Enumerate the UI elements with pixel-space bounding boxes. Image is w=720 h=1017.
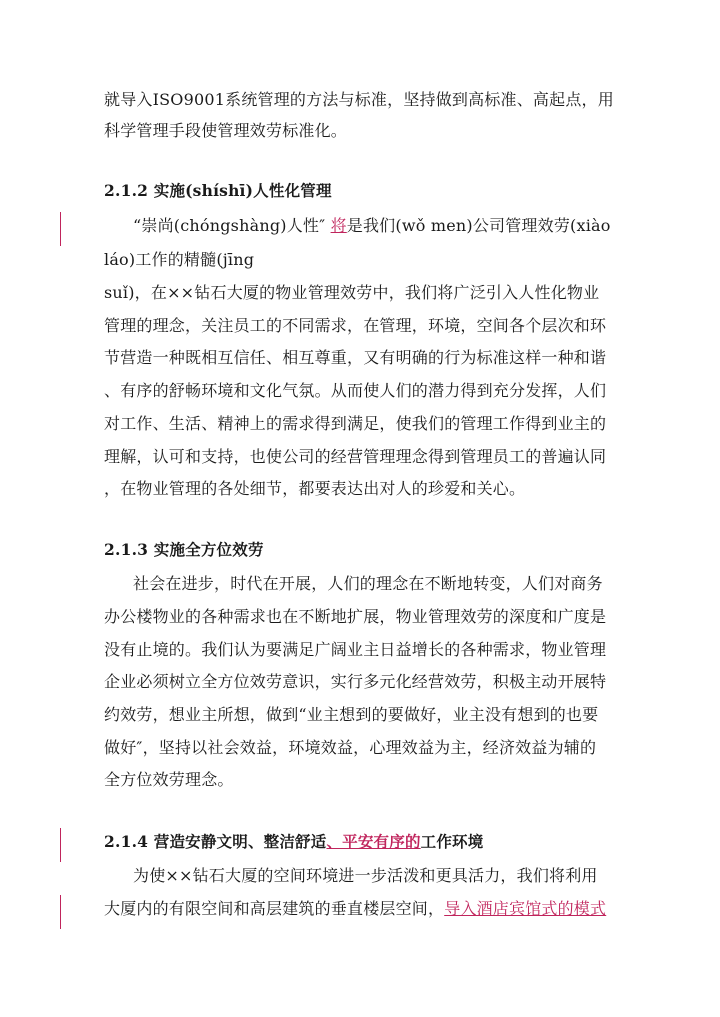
heading-text: 工作环境: [420, 832, 484, 851]
paragraph-line: 全方位效劳理念。: [104, 770, 234, 789]
paragraph-line: láo)工作的精髓(jīng: [104, 250, 255, 269]
paragraph-line: suǐ)，在××钻石大厦的物业管理效劳中，我们将广泛引入人性化物业: [104, 283, 600, 302]
paragraph-line: 办公楼物业的各种需求也在不断地扩展，物业管理效劳的深度和广度是: [104, 607, 607, 626]
paragraph-line: 理解，认可和支持，也使公司的经营管理理念得到管理员工的普遍认同: [104, 447, 607, 466]
paragraph-line: 没有止境的。我们认为要满足广阔业主日益增长的各种需求，物业管理: [104, 640, 607, 659]
revision-inserted-text: 将: [330, 216, 347, 235]
paragraph-line: 就导入ISO9001系统管理的方法与标准，坚持做到高标准、高起点，用: [104, 90, 614, 109]
paragraph-line: 约效劳，想业主所想，做到“业主想到的要做好，业主没有想到的也要: [104, 705, 599, 724]
paragraph-line: 管理的理念，关注员工的不同需求，在管理，环境，空间各个层次和环: [104, 316, 607, 335]
section-heading-2-1-3: 2.1.3 实施全方位效劳: [104, 540, 264, 559]
paragraph-line: 节营造一种既相互信任、相互尊重，又有明确的行为标准这样一种和谐: [104, 348, 607, 367]
paragraph-line: 为使××钻石大厦的空间环境进一步活泼和更具活力，我们将利用: [133, 866, 598, 885]
revision-inserted-text: 、平安有序的: [326, 832, 421, 851]
paragraph-text: 大厦内的有限空间和高层建筑的垂直楼层空间，: [104, 899, 445, 918]
paragraph-text: “崇尚(chóngshàng)人性″: [133, 216, 331, 235]
paragraph-line: 社会在进步，时代在开展，人们的理念在不断地转变，人们对商务: [133, 574, 603, 593]
section-heading-2-1-4: [104, 832, 483, 852]
revision-change-bar: [60, 895, 61, 929]
paragraph-text: 是我们(wǒ men)公司管理效劳(xiào: [346, 216, 611, 235]
section-heading-2-1-2: 2.1.2 实施(shíshī)人性化管理: [104, 181, 332, 200]
heading-text: 2.1.4 营造安静文明、整洁舒适: [104, 832, 327, 851]
paragraph-line: [133, 216, 611, 236]
paragraph-line: 对工作、生活、精神上的需求得到满足，使我们的管理工作得到业主的: [104, 414, 607, 433]
revision-inserted-text: 导入酒店宾馆式的模式: [444, 899, 607, 918]
paragraph-line: 、有序的舒畅环境和文化气氛。从而使人们的潜力得到充分发挥，人们: [104, 381, 607, 400]
revision-change-bar: [60, 212, 61, 246]
revision-change-bar: [60, 828, 61, 862]
paragraph-line: 企业必须树立全方位效劳意识，实行多元化经营效劳，积极主动开展特: [104, 672, 607, 691]
paragraph-line: 科学管理手段使管理效劳标准化。: [104, 121, 348, 140]
paragraph-line: 做好″，坚持以社会效益，环境效益，心理效益为主，经济效益为辅的: [104, 738, 597, 757]
paragraph-line: [104, 899, 606, 919]
paragraph-line: ，在物业管理的各处细节，都要表达出对人的珍爱和关心。: [104, 479, 526, 498]
